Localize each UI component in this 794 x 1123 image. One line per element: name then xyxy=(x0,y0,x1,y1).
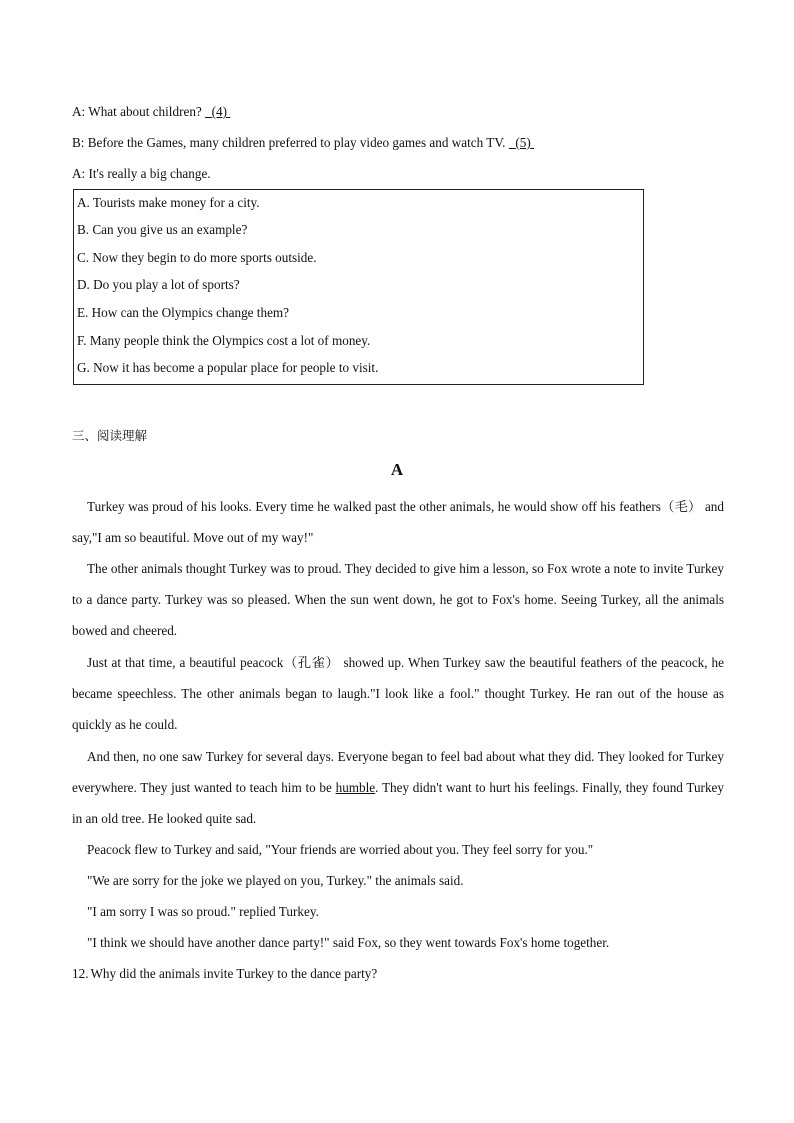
speaker-label: A: xyxy=(72,166,86,181)
option-f: F. Many people think the Olympics cost a lot of money. xyxy=(77,333,371,348)
paragraph-6: "We are sorry for the joke we played on you, Turkey." the animals said. xyxy=(87,873,464,888)
question-text: Why did the animals invite Turkey to the dance party? xyxy=(90,966,378,981)
paragraph-2: The other animals thought Turkey was to proud. They decided to give him a lesson, so Fox wrote a note to invite Turkey to a dance party. Turkey was so pleased. When the sun went down, he got to Fox's home. Seeing Turkey, all the animals bowed and cheered. xyxy=(72,561,724,638)
paragraph-5: Peacock flew to Turkey and said, "Your friends are worried about you. They feel sorry for you." xyxy=(87,842,594,857)
dialogue-line-2 xyxy=(72,135,534,151)
option-b: B. Can you give us an example? xyxy=(77,222,248,237)
dialogue-line-3 xyxy=(72,166,211,182)
option-c: C. Now they begin to do more sports outside. xyxy=(77,250,317,265)
passage-title: A xyxy=(390,460,404,479)
dialogue-text: Before the Games, many children preferred to play video games and watch TV. xyxy=(87,135,506,150)
paragraph-8: "I think we should have another dance party!" said Fox, so they went towards Fox's home together. xyxy=(87,935,610,950)
paragraph-7: "I am sorry I was so proud." replied Turkey. xyxy=(87,904,319,919)
question-12 xyxy=(72,966,377,982)
blank-5: (5) xyxy=(515,135,531,150)
options-box xyxy=(73,189,644,385)
paragraph-3: Just at that time, a beautiful peacock（孔雀） showed up. When Turkey saw the beautiful feathers of the peacock, he became speechless. The other animals began to laugh."I look like a fool." thought Turkey. He ran out of the house as quickly as he could. xyxy=(72,655,724,732)
option-e: E. How can the Olympics change them? xyxy=(77,305,290,320)
option-a: A. Tourists make money for a city. xyxy=(77,195,260,210)
blank-4: (4) xyxy=(211,104,228,119)
paragraph-4: And then, no one saw Turkey for several days. Everyone began to feel bad about what they did. They looked for Turkey everywhere. They just wanted to teach him to be humble. They didn't want to hurt his feelings. Finally, they found Turkey in an old tree. He looked quite sad. xyxy=(72,749,724,826)
speaker-label: A: xyxy=(72,104,86,119)
paragraph-1: Turkey was proud of his looks. Every time he walked past the other animals, he would show off his feathers（毛） and say,"I am so beautiful. Move out of my way!" xyxy=(72,499,724,545)
dialogue-text: What about children? xyxy=(88,104,202,119)
speaker-label: B: xyxy=(72,135,85,150)
section-title: 三、阅读理解 xyxy=(72,428,148,443)
option-g: G. Now it has become a popular place for people to visit. xyxy=(77,360,379,375)
dialogue-line-1 xyxy=(72,104,230,120)
dialogue-text: It's really a big change. xyxy=(88,166,211,181)
question-number: 12. xyxy=(72,966,89,981)
underlined-word-humble: humble xyxy=(335,780,376,795)
option-d: D. Do you play a lot of sports? xyxy=(77,277,240,292)
